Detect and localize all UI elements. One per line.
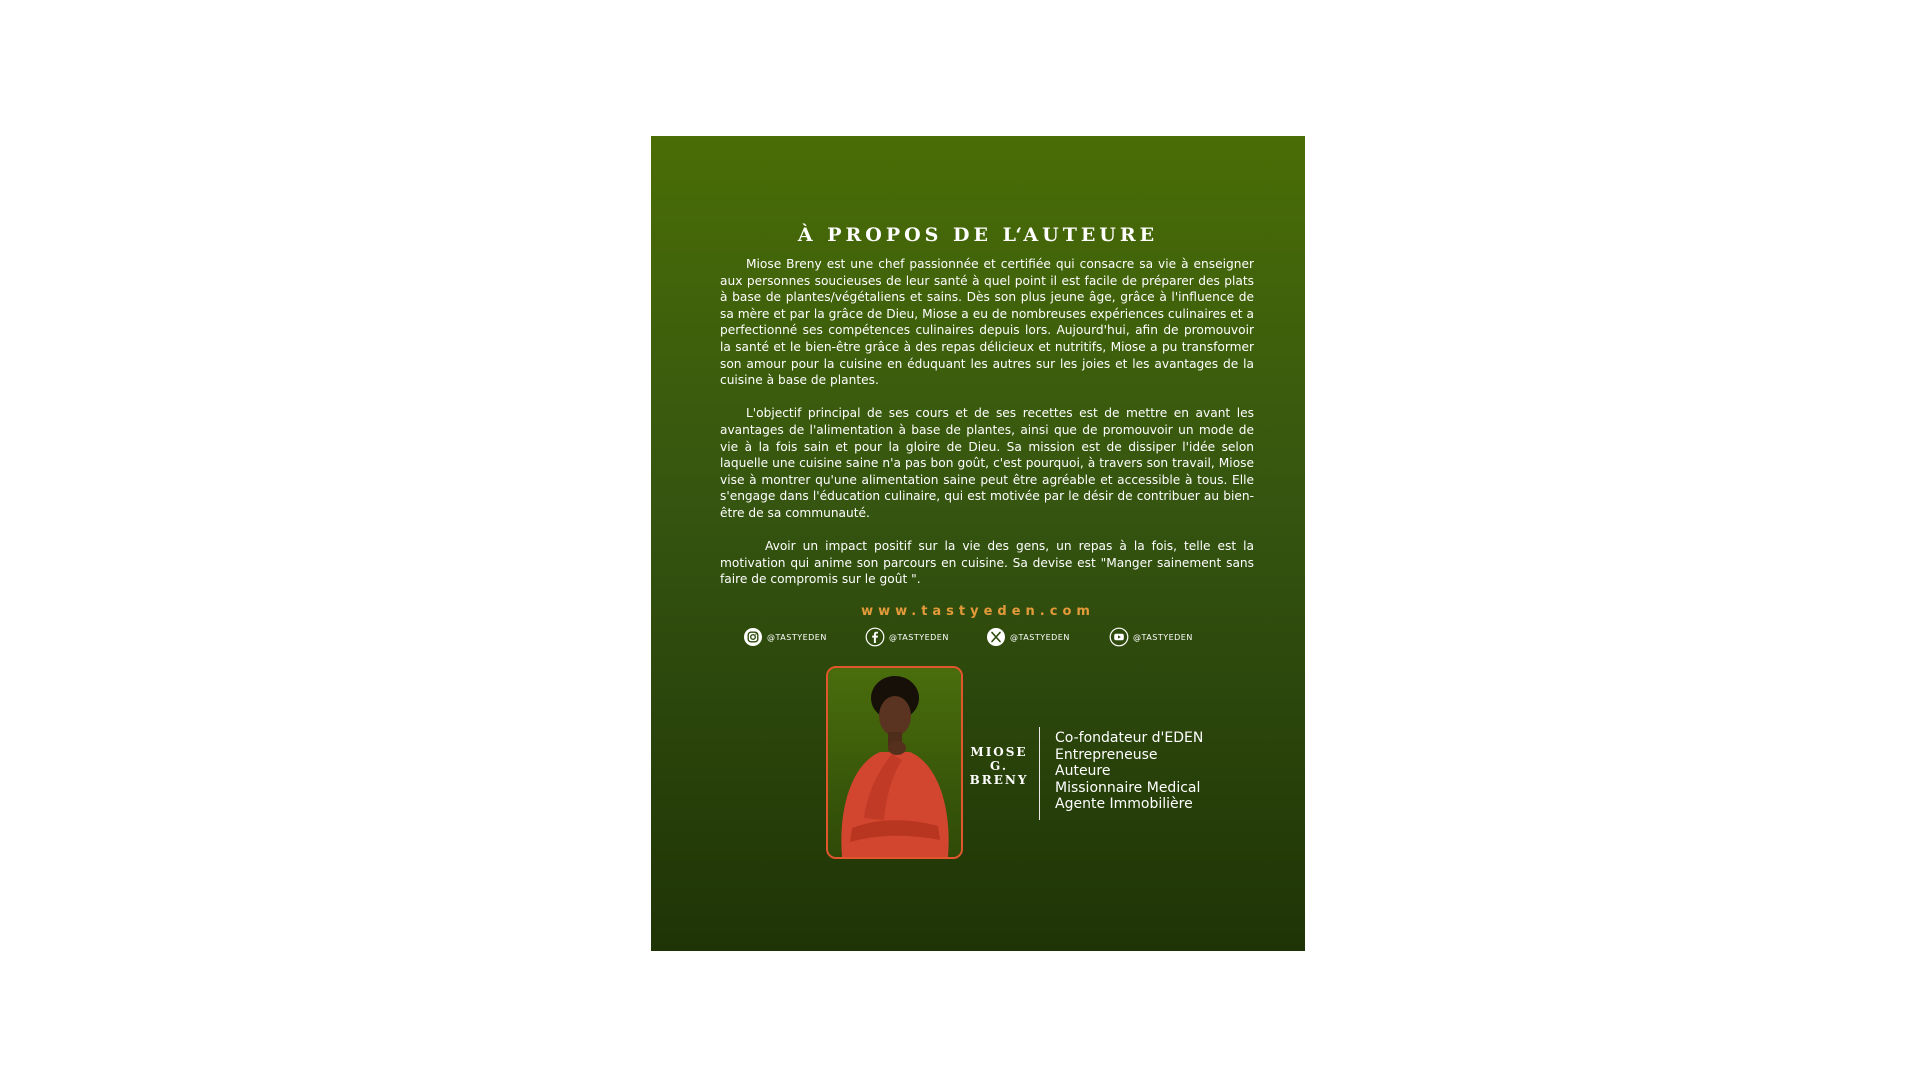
vertical-divider [1039, 727, 1040, 820]
bio-paragraph-2: L'objectif principal de ses cours et de ses recettes est de mettre en avant les avantages de l'alimentation à base de plantes, ainsi que de promouvoir un mode de vie à la fois sain et pour la gloire de Dieu. Sa mission est de dissiper l'idée selon laquelle une cuisine saine n'a pas bon goût, c'est pourquoi, à travers son travail, Miose vise à montrer qu'une alimentation saine peut être agréable et accessible à tous. Elle s'engage dans l'éducation culinaire, qui est motivée par le désir de contribuer au bien-être de sa communauté. [720, 406, 1254, 520]
role-item: Co-fondateur d'EDEN [1055, 730, 1204, 746]
role-item: Agente Immobilière [1055, 796, 1193, 812]
page-title: À PROPOS DE L‘AUTEURE [797, 224, 1159, 246]
bio-paragraph-3: Avoir un impact positif sur la vie des gens, un repas à la fois, telle est la motivation qui anime son parcours en cuisine. Sa devise est "Manger sainement sans faire de compromis sur le goût ". [720, 539, 1254, 587]
social-instagram[interactable] [743, 627, 827, 647]
youtube-icon [1109, 627, 1129, 647]
bio-paragraph-1: Miose Breny est une chef passionnée et certifiée qui consacre sa vie à enseigner aux personnes soucieuses de leur santé à quel point il est facile de préparer des plats à base de plantes/végétaliens et sains. Dès son plus jeune âge, grâce à l'influence de sa mère et par la grâce de Dieu, Miose a eu de nombreuses expériences culinaires et a perfectionné ses compétences culinaires depuis lors. Aujourd'hui, afin de promouvoir la santé et le bien-être grâce à des repas délicieux et nutritifs, Miose a pu transformer son amour pour la cuisine en éduquant les autres sur les joies et les avantages de la cuisine à base de plantes. [720, 257, 1254, 388]
social-x[interactable] [986, 627, 1070, 647]
author-name [967, 745, 1031, 787]
social-facebook[interactable] [865, 627, 949, 647]
x-handle: @TASTYEDEN [1010, 632, 1070, 642]
facebook-handle: @TASTYEDEN [889, 632, 949, 642]
youtube-handle: @TASTYEDEN [1133, 632, 1193, 642]
author-name-line-3: BRENY [969, 773, 1029, 787]
social-youtube[interactable] [1109, 627, 1193, 647]
biography-text [720, 256, 1254, 604]
author-name-line-1: MIOSE [970, 745, 1028, 759]
website-link[interactable]: www.tastyeden.com [861, 604, 1095, 619]
instagram-handle: @TASTYEDEN [767, 632, 827, 642]
instagram-icon [743, 627, 763, 647]
role-item: Entrepreneuse [1055, 746, 1158, 763]
author-roles [1055, 730, 1203, 813]
facebook-icon [865, 627, 885, 647]
author-portrait-image [828, 668, 961, 857]
social-links [743, 627, 1223, 649]
role-item: Auteure [1055, 763, 1111, 779]
author-photo [826, 666, 963, 859]
role-item: Missionnaire Medical [1055, 779, 1201, 796]
about-author-page [651, 136, 1305, 951]
x-icon [986, 627, 1006, 647]
author-name-line-2: G. [990, 759, 1008, 773]
